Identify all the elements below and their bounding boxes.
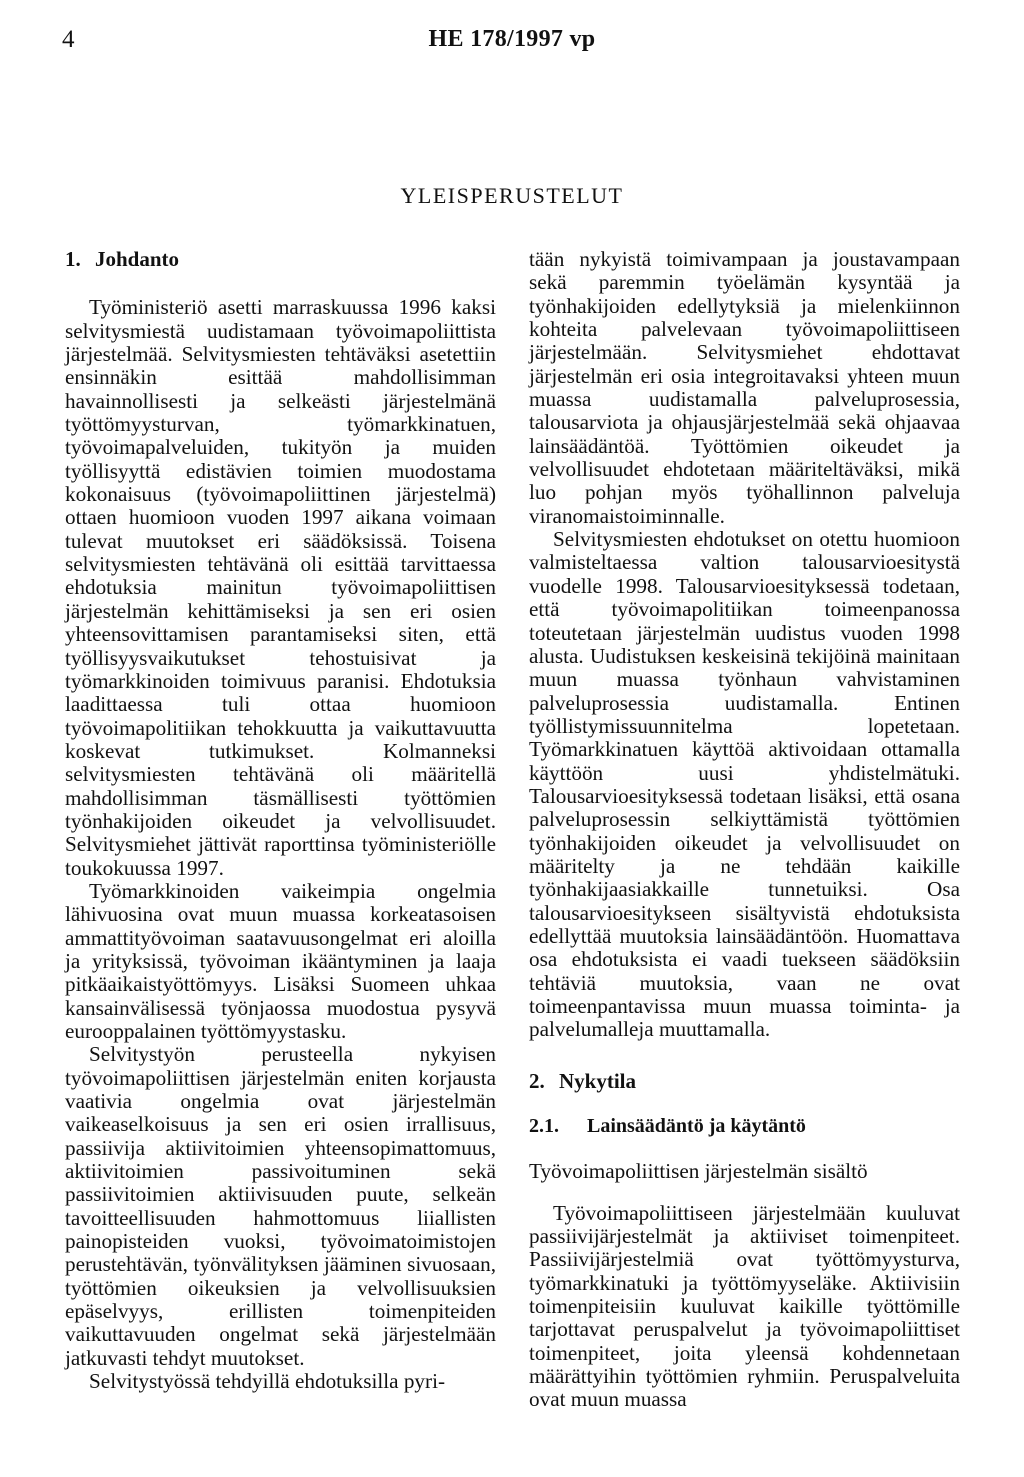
section-heading-johdanto: [65, 248, 496, 271]
paragraph: Selvitystyössä tehdyillä ehdotuksilla pyri-: [89, 1369, 446, 1394]
paragraph: Selvitystyön perusteella nykyisen työvoimapoliittisen järjestelmän eniten korjausta vaativia ongelmia ovat järjestelmän vaikeaselkoisuus ja sen eri osien irrallisuus, passiivija aktiivitoimien yhteensopimattomuus, aktiivitoimien passivoituminen sekä passiivitoimien aktiivisuuden puute, selkeän tavoitteellisuuden hahmottomuus liiallisten painopisteiden vuoksi, työvoimatoimistojen perustehtävän, työnvälityksen jääminen sivuosaan, työttömien oikeuksien ja velvollisuuksien epäselvyys, erillisten toimenpiteiden vaikuttavuuden ongelmat sekä järjestelmään jatkuvasti tehdyt muutokset.: [65, 1042, 496, 1370]
section-heading-nykytila: [529, 1070, 960, 1093]
running-head: HE 178/1997 vp: [428, 26, 596, 52]
left-column: [65, 248, 496, 1394]
heading-number: 1.: [65, 247, 81, 271]
right-column: [529, 248, 960, 1412]
subsubsection-heading: Työvoimapoliittisen järjestelmän sisältö: [529, 1159, 868, 1184]
heading-text: Johdanto: [95, 247, 180, 271]
paragraph: Työvoimapoliittiseen järjestelmään kuuluvat passiivijärjestelmät ja aktiiviset toimenpiteet. Passiivijärjestelmiä ovat työttömyysturva, työmarkkinatuki ja työttömyyseläke. Aktiivisiin toimenpiteisiin kuuluvat kaikille työttömille tarjottavat peruspalvelut ja työvoimapoliittiset toimenpiteet, joita yleensä kohdennetaan määrättyihin työttömien ryhmiin. Peruspalveluita ovat muun muassa: [529, 1200, 960, 1412]
paragraph: tään nykyistä toimivampaan ja joustavampaan sekä paremmin työelämän kysyntää ja työnhakijoiden edellytyksiä ja mielenkiinnon kohteita palvelevaan työvoimapoliittiseen järjestelmään. Selvitysmiehet ehdottavat järjestelmän eri osia integroitavaksi yhteen muun muassa uudistamalla palveluprosessia, talousarviota ja ohjausjärjestelmää sekä ohjaavaa lainsäädäntöä. Työttömien oikeudet ja velvollisuudet ehdotetaan määriteltäväksi, mikä luo pohjan myös työhallinnon palveluja viranomaistoiminnalle.: [529, 247, 960, 528]
subheading-text: Lainsäädäntö ja käytäntö: [587, 1115, 806, 1138]
paragraph: Työministeriö asetti marraskuussa 1996 kaksi selvitysmiestä uudistamaan työvoimapoliittista järjestelmää. Selvitysmiesten tehtäväksi asetettiin ensinnäkin esittää mahdollisimman havainnollisesti ja selkeästi järjestelmänä työttömyysturvan, työmarkkinatuen, työvoimapalveluiden, tukityön ja muiden työllisyyttä edistävien toimien muodostama kokonaisuus (työvoimapoliittinen järjestelmä) ottaen huomioon vuoden 1997 aikana voimaan tulevat muutokset eri säädöksissä. Toisena selvitysmiesten tehtävänä oli esittää tarvittaessa ehdotuksia mainitun työvoimapoliittisen järjestelmän kehittämiseksi ja sen eri osien yhteensovittamisen parantamiseksi siten, että työllisyysvaikutukset tehostuisivat ja työmarkkinoiden toimivuus paranisi. Ehdotuksia laadittaessa tuli ottaa huomioon työvoimapolitiikan tehokkuutta ja vaikuttavuutta koskevat tutkimukset. Kolmanneksi selvitysmiesten tehtävänä oli määritellä mahdollisimman täsmällisesti työttömien työnhakijoiden oikeudet ja velvollisuudet. Selvitysmiehet jättivät raporttinsa työministeriölle toukokuussa 1997.: [65, 295, 496, 880]
subheading-number: 2.1.: [529, 1115, 559, 1138]
section-title: YLEISPERUSTELUT: [400, 183, 624, 208]
page-number: 4: [62, 26, 75, 53]
heading-text: Nykytila: [559, 1068, 637, 1093]
paragraph: Työmarkkinoiden vaikeimpia ongelmia lähivuosina ovat muun muassa korkeatasoisen ammattityövoiman saatavuusongelmat eri aloilla ja yrityksissä, työvoiman ikääntyminen ja laaja pitkäaikaistyöttömyys. Lisäksi Suomeen uhkaa kansainvälisessä työnjaossa muodostua pysyvä eurooppalainen työttömyystasku.: [65, 878, 496, 1043]
subsection-heading: [529, 1115, 960, 1138]
heading-number: 2.: [529, 1068, 545, 1093]
paragraph: Selvitysmiesten ehdotukset on otettu huomioon valmisteltaessa valtion talousarvioesitystä vuodelle 1998. Talousarvioesityksessä todetaan, että työvoimapolitiikan toimeenpanossa toteutetaan järjestelmän uudistus vuoden 1998 alusta. Uudistuksen keskeisinä tekijöinä mainitaan muun muassa työnhaun vahvistaminen palveluprosessia uudistamalla. Entinen työllistymissuunnitelma lopetetaan. Työmarkkinatuen käyttöä aktivoidaan ottamalla käyttöön uusi yhdistelmätuki. Talousarvioesityksessä todetaan lisäksi, että osana palveluprosessin selkiyttämistä työttömien työnhakijoiden oikeudet ja velvollisuudet on määritelty ja ne tehdään kaikille työnhakijaasiakkaille tunnetuiksi. Osa talousarvioesitykseen sisältyvistä ehdotuksista edellyttää muutoksia lainsäädäntöön. Huomattava osa ehdotuksista ei vaadi tuekseen säädöksiin tehtäviä muutoksia, vaan ne ovat toimeenpantavissa muun muassa toiminta- ja palvelumalleja muuttamalla.: [529, 527, 960, 1042]
